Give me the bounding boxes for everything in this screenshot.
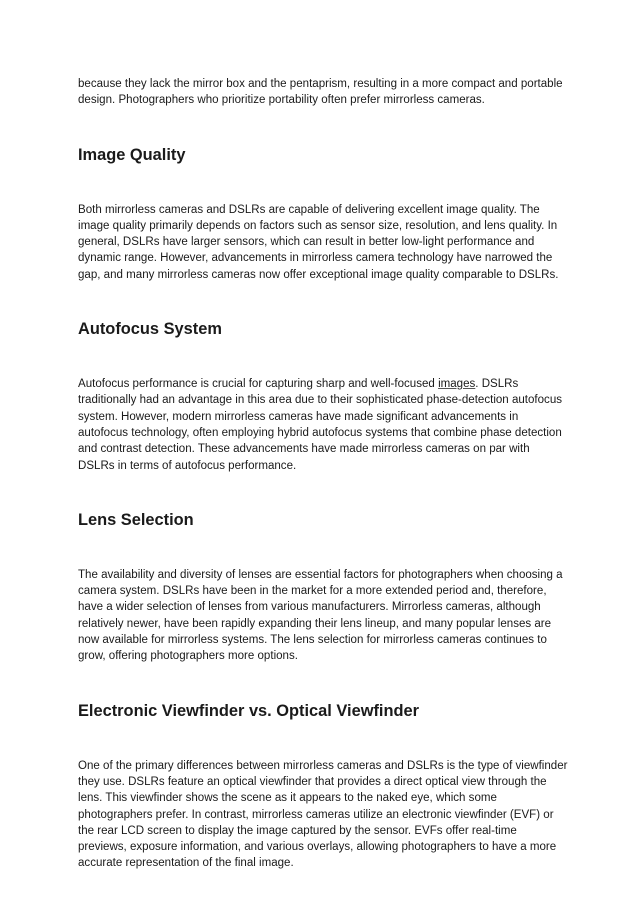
paragraph-lens-selection: The availability and diversity of lenses are essential factors for photographers when choosing a camera system. DSLRs have been in the market for a more extended period and, therefore, have a wider selection of lenses from various manufacturers. Mirrorless cameras, although relatively newer, have been rapidly expanding their lens lineup, and many popular lenses are now available for mirrorless systems. The lens selection for mirrorless cameras continues to grow, offering photographers more options. [78, 568, 563, 663]
document-page [78, 76, 568, 872]
paragraph-autofocus-system [78, 376, 568, 474]
intro-paragraph: because they lack the mirror box and the pentaprism, resulting in a more compact and portable design. Photographers who prioritize portability often prefer mirrorless cameras. [78, 78, 563, 107]
heading-lens-selection: Lens Selection [78, 510, 194, 529]
autofocus-text-end: . DSLRs traditionally had an advantage in this area due to their sophisticated phase-detection autofocus system. However, modern mirrorless cameras have made significant advancements in autofocus technology, often employing hybrid autofocus systems that combine phase detection and contrast detection. These advancements have made mirrorless cameras on par with DSLRs in terms of autofocus performance. [78, 378, 563, 472]
paragraph-image-quality: Both mirrorless cameras and DSLRs are capable of delivering excellent image quality. The image quality primarily depends on factors such as sensor size, resolution, and lens quality. In general, DSLRs have larger sensors, which can result in better low-light performance and dynamic range. However, advancements in mirrorless camera technology have narrowed the gap, and many mirrorless cameras now offer exceptional image quality comparable to DSLRs. [78, 203, 559, 281]
heading-viewfinder: Electronic Viewfinder vs. Optical Viewfinder [78, 701, 419, 720]
heading-image-quality: Image Quality [78, 145, 186, 164]
autofocus-text-start: Autofocus performance is crucial for capturing sharp and well-focused [78, 378, 439, 391]
paragraph-viewfinder: One of the primary differences between mirrorless cameras and DSLRs is the type of viewfinder they use. DSLRs feature an optical viewfinder that provides a direct optical view through the lens. This viewfinder shows the scene as it appears to the naked eye, which some photographers prefer. In contrast, mirrorless cameras utilize an electronic viewfinder (EVF) or the rear LCD screen to display the image captured by the sensor. EVFs offer real-time previews, exposure information, and various overlays, allowing photographers to have a more accurate representation of the final image. [78, 759, 568, 870]
images-link[interactable]: images [438, 378, 476, 391]
heading-autofocus-system: Autofocus System [78, 320, 222, 339]
